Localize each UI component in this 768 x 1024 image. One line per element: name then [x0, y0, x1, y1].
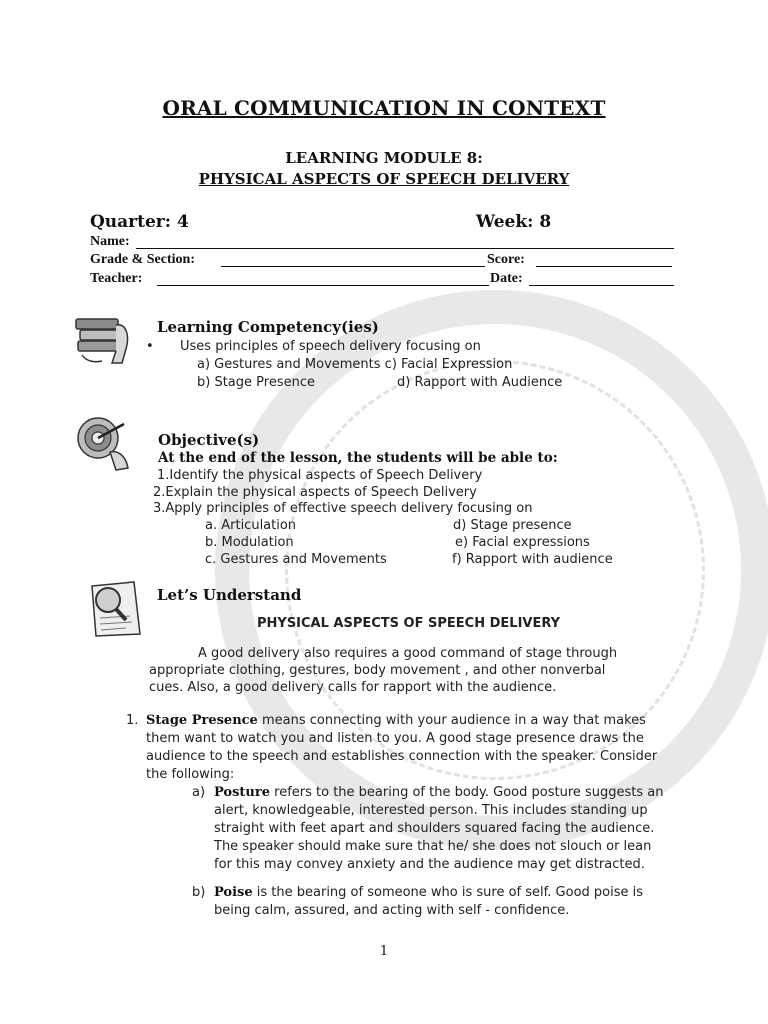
intro-line: A good delivery also requires a good command of stage through	[198, 646, 618, 661]
competency-item: b) Stage Presence	[197, 375, 315, 390]
objective-subitem: c. Gestures and Movements	[205, 552, 387, 567]
week-value: 8	[539, 212, 552, 232]
intro-line: cues. Also, a good delivery calls for rapport with the audience.	[149, 680, 557, 695]
grade-section-line[interactable]	[221, 266, 485, 267]
poise-text: is the bearing of someone who is sure of self. Good poise is	[252, 885, 644, 900]
poise-line: being calm, assured, and acting with self - confidence.	[214, 903, 570, 918]
item-number: 1.	[126, 713, 139, 728]
name-line[interactable]	[136, 248, 674, 249]
magnifier-icon	[86, 578, 148, 640]
objective-subitem: f) Rapport with audience	[452, 552, 613, 567]
page-number: 1	[379, 944, 389, 959]
stage-presence-line: the following:	[146, 767, 235, 782]
competency-heading: Learning Competency(ies)	[157, 318, 379, 336]
understand-heading: Let’s Understand	[157, 586, 302, 604]
competency-intro: Uses principles of speech delivery focusing on	[180, 339, 481, 354]
posture-term: Posture	[214, 785, 270, 800]
objective-subitem: b. Modulation	[205, 535, 294, 550]
stage-presence-paragraph	[146, 712, 646, 731]
sub-label: a)	[192, 785, 206, 800]
objectives-intro: At the end of the lesson, the students will be able to:	[158, 450, 558, 466]
posture-line: The speaker should make sure that he/ she does not slouch or lean	[214, 839, 652, 854]
intro-line: appropriate clothing, gestures, body movement , and other nonverbal	[149, 663, 606, 678]
date-label: Date:	[490, 271, 523, 286]
grade-section-label: Grade & Section:	[90, 252, 195, 267]
module-title: PHYSICAL ASPECTS OF SPEECH DELIVERY	[198, 170, 570, 188]
stage-presence-line: them want to watch you and listen to you. A good stage presence draws the	[146, 731, 644, 746]
module-number: LEARNING MODULE 8:	[285, 149, 483, 167]
stage-presence-line: audience to the speech and establishes connection with the speaker. Consider	[146, 749, 658, 764]
stage-presence-term: Stage Presence	[146, 713, 258, 728]
posture-line: alert, knowledgeable, interested person. This includes standing up	[214, 803, 648, 818]
sub-label: b)	[192, 885, 206, 900]
teacher-line[interactable]	[157, 285, 489, 286]
score-line[interactable]	[536, 266, 672, 267]
objectives-heading: Objective(s)	[158, 431, 260, 449]
competency-item: a) Gestures and Movements c) Facial Expression	[197, 357, 513, 372]
stage-presence-text: means connecting with your audience in a way that makes	[257, 713, 646, 728]
poise-paragraph	[214, 884, 643, 903]
objective-subitem: d) Stage presence	[453, 518, 572, 533]
target-icon	[72, 412, 134, 474]
posture-line: for this may convey anxiety and the audience may get distracted.	[214, 857, 645, 872]
week-label: Week:	[476, 212, 534, 232]
week-field	[476, 212, 551, 232]
document-title: ORAL COMMUNICATION IN CONTEXT	[162, 96, 606, 120]
teacher-label: Teacher:	[90, 271, 143, 286]
poise-term: Poise	[214, 885, 253, 900]
objective-item: 1.Identify the physical aspects of Speech Delivery	[157, 468, 483, 483]
posture-text: refers to the bearing of the body. Good posture suggests an	[270, 785, 664, 800]
objective-item: 3.Apply principles of effective speech delivery focusing on	[153, 501, 533, 516]
name-label: Name:	[90, 234, 130, 249]
objective-subitem: e) Facial expressions	[455, 535, 590, 550]
objective-subitem: a. Articulation	[205, 518, 297, 533]
posture-paragraph	[214, 784, 664, 803]
posture-line: straight with feet apart and shoulders squared facing the audience.	[214, 821, 655, 836]
competency-bullet: •	[146, 339, 154, 354]
books-icon	[72, 305, 134, 367]
score-label: Score:	[487, 252, 525, 267]
section-title: PHYSICAL ASPECTS OF SPEECH DELIVERY	[257, 616, 561, 631]
date-line[interactable]	[529, 285, 674, 286]
objective-item: 2.Explain the physical aspects of Speech Delivery	[153, 485, 477, 500]
quarter-label: Quarter:	[90, 212, 172, 232]
quarter-field	[90, 212, 189, 232]
quarter-value: 4	[176, 212, 189, 232]
competency-item: d) Rapport with Audience	[397, 375, 563, 390]
